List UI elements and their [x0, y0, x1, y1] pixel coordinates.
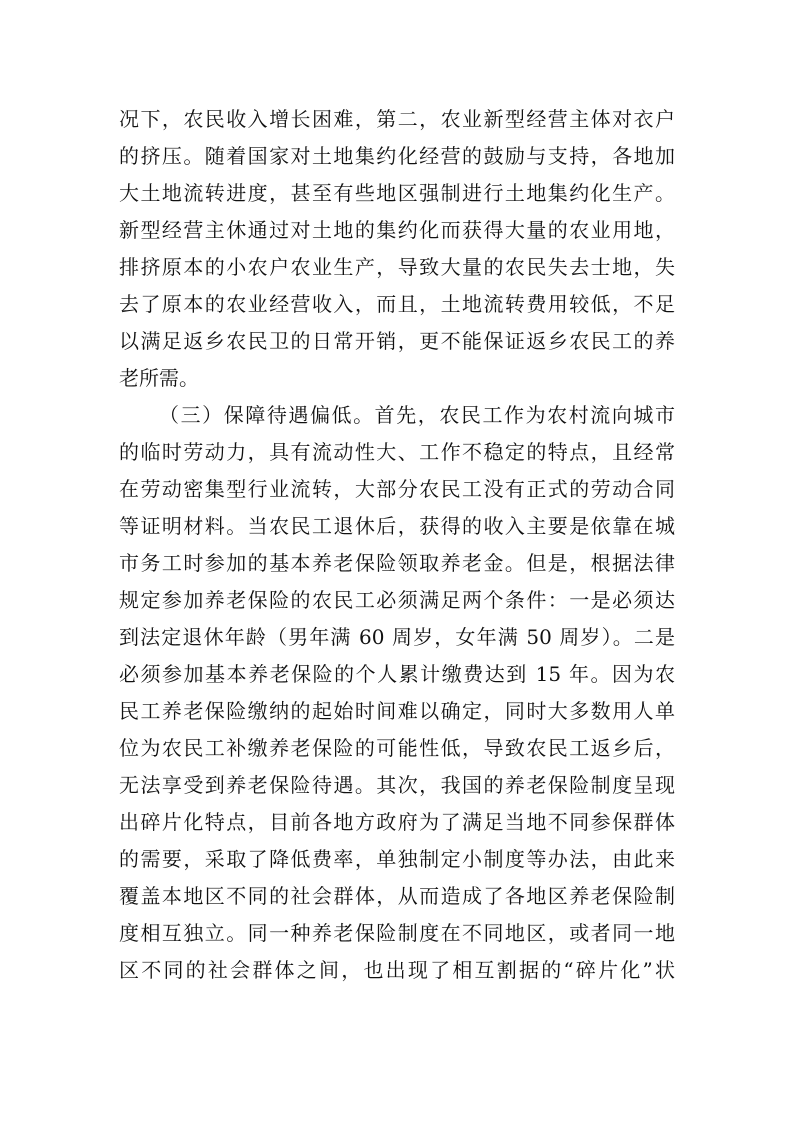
text-line: 度相互独立。同一种养老保险制度在不同地区，或者同一地: [119, 921, 675, 945]
text-line: 民工养老保险缴纳的起始时间难以确定，同时大多数用人单: [119, 699, 675, 723]
text-line: 覆盖本地区不同的社会群体，从而造成了各地区养老保险制: [119, 884, 675, 908]
text-line: 以满足返乡农民卫的日常开销，更不能保证返乡农民工的养: [119, 329, 675, 353]
text-line: 的挤压。随着国家对土地集约化经营的鼓励与支持，各地加: [119, 144, 675, 168]
text-line: 等证明材料。当农民工退休后，获得的收入主要是依靠在城: [119, 514, 675, 538]
text-line: 出碎片化特点，目前各地方政府为了满足当地不同参保群体: [119, 810, 675, 834]
text-line: 的临时劳动力，具有流动性大、工作不稳定的特点，且经常: [119, 440, 675, 464]
text-line: 新型经营主休通过对土地的集约化而获得大量的农业用地，: [119, 218, 675, 242]
text-line: 无法享受到养老保险待遇。其次，我国的养老保险制度呈现: [119, 773, 675, 797]
text-line: 况下，农民收入增长困难，第二，农业新型经营主体对衣户: [119, 107, 675, 131]
text-line: 位为农民工补缴养老保险的可能性低，导致农民工返乡后，: [119, 736, 675, 760]
text-line: 区不同的社会群体之间，也出现了相互割据的“碎片化”状: [119, 958, 675, 982]
text-line: 的需要，采取了降低费率，单独制定小制度等办法，由此来: [119, 847, 675, 871]
text-line: 排挤原本的小农户农业生产，导致大量的农民失去士地，失: [119, 255, 675, 279]
text-line: 规定参加养老保险的农民工必须满足两个条件：一是必须达: [119, 588, 675, 612]
text-line: 到法定退休年龄（男年满 60 周岁，女年满 50 周岁）。二是: [119, 625, 675, 649]
text-line: 市务工时参加的基本养老保险领取养老金。但是，根据法律: [119, 551, 675, 575]
text-line: 老所需。: [119, 366, 199, 390]
text-line: 去了原本的农业经营收入，而且，土地流转费用较低，不足: [119, 292, 675, 316]
text-line: 在劳动密集型行业流转，大部分农民工没有正式的劳动合同: [119, 477, 675, 501]
text-line: 必须参加基本养老保险的个人累计缴费达到 15 年。因为农: [119, 662, 675, 686]
text-line: 大土地流转进度，甚至有些地区强制进行土地集约化生产。: [119, 181, 675, 205]
section-heading-line: （三）保障待遇偏低。首先，农民工作为农村流向城市: [159, 403, 675, 427]
body-text: [119, 101, 675, 989]
